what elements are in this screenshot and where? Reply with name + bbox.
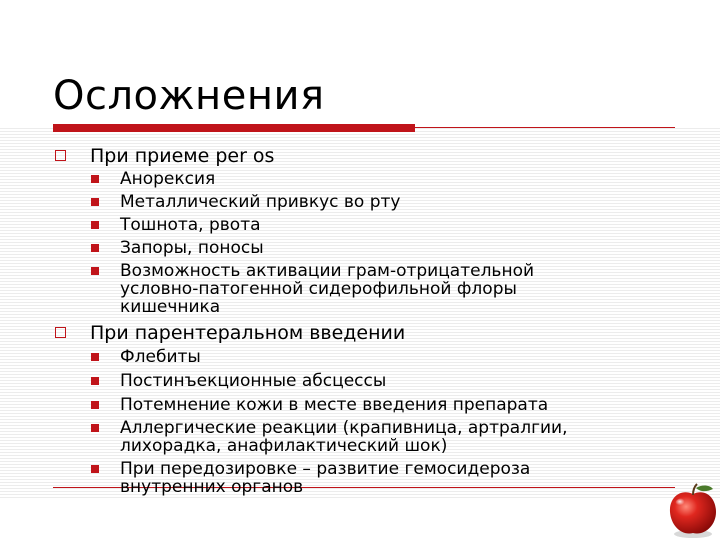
hollow-square-bullet-icon xyxy=(55,150,66,161)
solid-square-bullet-icon xyxy=(91,175,99,183)
title-underline xyxy=(415,127,675,128)
list-item: Запоры, поносы xyxy=(120,238,264,258)
list-item: Анорексия xyxy=(120,169,216,189)
list-item: При передозировке – развитие гемосидероза xyxy=(120,459,531,479)
title-accent-bar xyxy=(53,124,415,132)
solid-square-bullet-icon xyxy=(91,221,99,229)
list-item: Потемнение кожи в месте введения препарата xyxy=(120,395,549,415)
list-item-continuation: кишечника xyxy=(120,297,221,317)
list-item: Флебиты xyxy=(120,347,201,367)
solid-square-bullet-icon xyxy=(91,377,99,385)
solid-square-bullet-icon xyxy=(91,198,99,206)
apple-icon xyxy=(666,482,720,540)
solid-square-bullet-icon xyxy=(91,267,99,275)
list-item-continuation: внутренних органов xyxy=(120,477,304,497)
list-item: Постинъекционные абсцессы xyxy=(120,371,387,391)
solid-square-bullet-icon xyxy=(91,244,99,252)
solid-square-bullet-icon xyxy=(91,465,99,473)
solid-square-bullet-icon xyxy=(91,401,99,409)
slide-title: Осложнения xyxy=(53,73,325,119)
section-heading-oral: При приеме per os xyxy=(90,145,275,167)
hollow-square-bullet-icon xyxy=(55,327,66,338)
list-item-continuation: лихорадка, анафилактический шок) xyxy=(120,436,448,456)
list-item: Возможность активации грам-отрицательной xyxy=(120,261,535,281)
solid-square-bullet-icon xyxy=(91,353,99,361)
list-item: Тошнота, рвота xyxy=(120,215,261,235)
solid-square-bullet-icon xyxy=(91,424,99,432)
list-item-continuation: условно-патогенной сидерофильной флоры xyxy=(120,279,517,299)
list-item: Аллергические реакции (крапивница, артралгии, xyxy=(120,418,568,438)
list-item: Металлический привкус во рту xyxy=(120,192,401,212)
section-heading-parenteral: При парентеральном введении xyxy=(90,322,406,344)
